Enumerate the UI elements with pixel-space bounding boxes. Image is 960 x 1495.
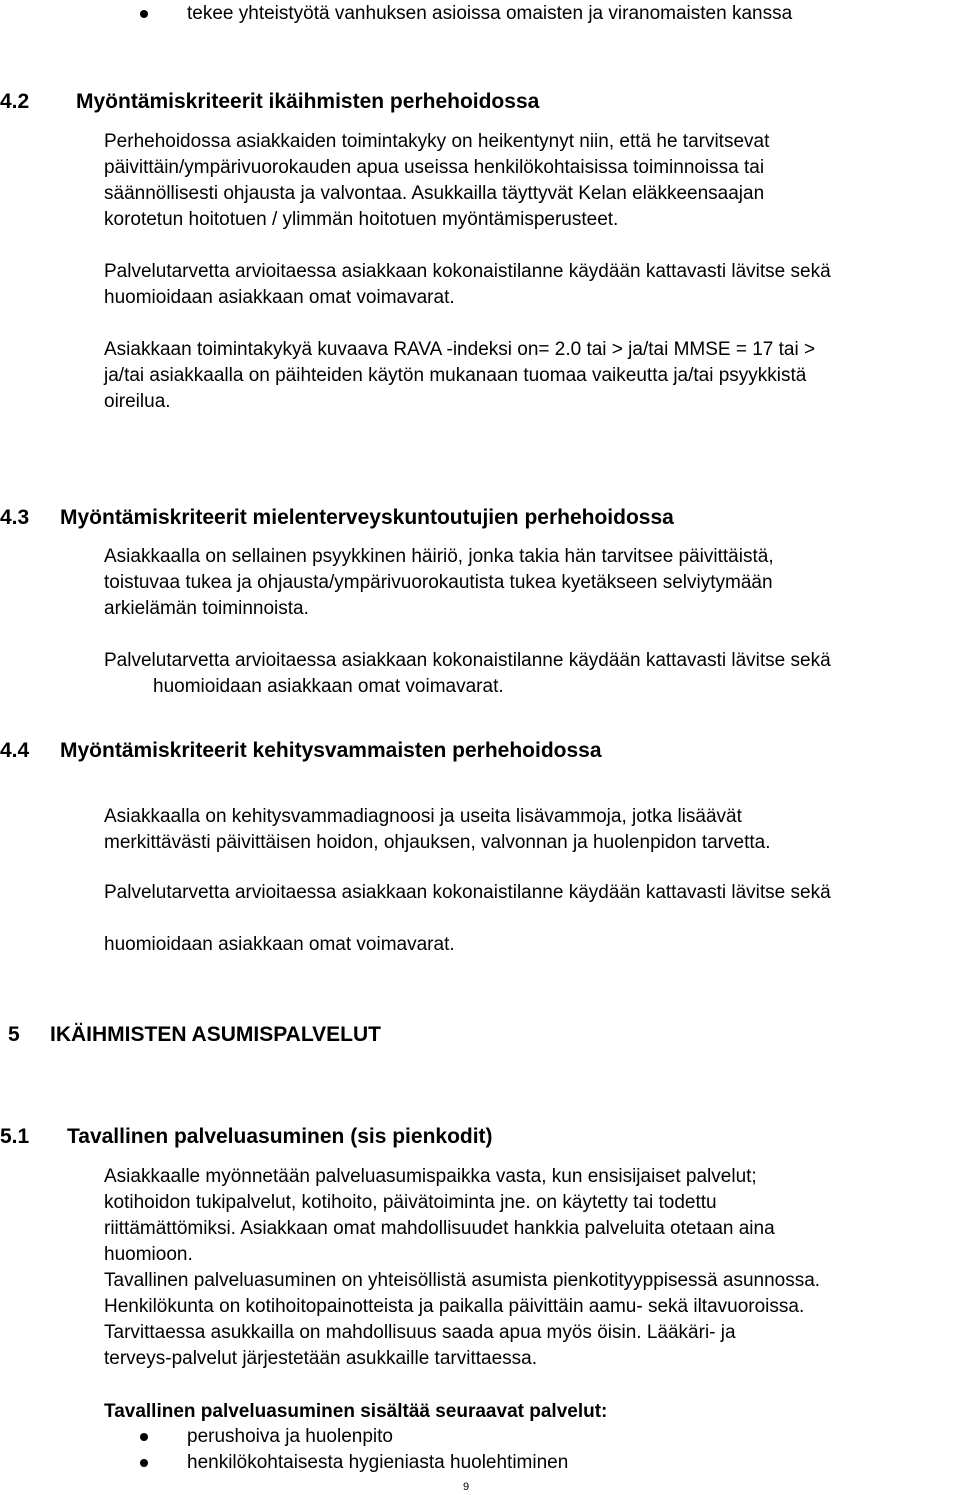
paragraph-line: Palvelutarvetta arvioitaessa asiakkaan kokonaistilanne käydään kattavasti lävitse sekä	[104, 650, 831, 671]
chapter-number: 5	[8, 1023, 20, 1046]
section-heading: Myöntämiskriteerit ikäihmisten perhehoidossa	[76, 90, 540, 113]
bullet-dot	[140, 1433, 148, 1441]
list-heading: Tavallinen palveluasuminen sisältää seuraavat palvelut:	[104, 1401, 608, 1422]
paragraph-line: säännöllisesti ohjausta ja valvontaa. Asukkailla täyttyvät Kelan eläkkeensaajan	[104, 183, 765, 204]
paragraph-line: ja/tai asiakkaalla on päihteiden käytön mukanaan tuomaa vaikeutta ja/tai psyykkistä	[104, 365, 807, 386]
paragraph-line: toistuvaa tukea ja ohjausta/ympärivuorokautista tukea kyetäkseen selviytymään	[104, 572, 773, 593]
section-number: 4.3	[0, 506, 30, 529]
list-item: perushoiva ja huolenpito	[187, 1426, 393, 1447]
paragraph-line: Tavallinen palveluasuminen on yhteisöllistä asumista pienkotityyppisessä asunnossa.	[104, 1270, 821, 1291]
paragraph-line: Palvelutarvetta arvioitaessa asiakkaan kokonaistilanne käydään kattavasti lävitse sekä	[104, 882, 831, 903]
section-number: 4.2	[0, 90, 30, 113]
paragraph-line: merkittävästi päivittäisen hoidon, ohjauksen, valvonnan ja huolenpidon tarvetta.	[104, 832, 771, 853]
paragraph-line: arkielämän toiminnoista.	[104, 598, 309, 619]
paragraph-line: huomioon.	[104, 1244, 193, 1265]
section-heading: Myöntämiskriteerit kehitysvammaisten perhehoidossa	[60, 739, 602, 762]
paragraph-line: korotetun hoitotuen / ylimmän hoitotuen myöntämisperusteet.	[104, 209, 619, 230]
section-heading: Myöntämiskriteerit mielenterveyskuntoutujien perhehoidossa	[60, 506, 674, 529]
paragraph-line: huomioidaan asiakkaan omat voimavarat.	[104, 287, 455, 308]
paragraph-line: Asiakkaalla on kehitysvammadiagnoosi ja useita lisävammoja, jotka lisäävät	[104, 806, 742, 827]
paragraph-line: oireilua.	[104, 391, 171, 412]
bullet-dot	[140, 1459, 148, 1467]
section-heading: Tavallinen palveluasuminen (sis pienkodit)	[67, 1125, 493, 1148]
paragraph-line: Perhehoidossa asiakkaiden toimintakyky on heikentynyt niin, että he tarvitsevat	[104, 131, 770, 152]
section-number: 4.4	[0, 739, 30, 762]
bullet-dot	[140, 10, 148, 18]
paragraph-line: kotihoidon tukipalvelut, kotihoito, päivätoiminta jne. on käytetty tai todettu	[104, 1192, 717, 1213]
paragraph-line: terveys-palvelut järjestetään asukkaille tarvittaessa.	[104, 1348, 537, 1369]
section-number: 5.1	[0, 1125, 30, 1148]
bullet-item: tekee yhteistyötä vanhuksen asioissa omaisten ja viranomaisten kanssa	[187, 3, 793, 24]
paragraph-line: huomioidaan asiakkaan omat voimavarat.	[153, 676, 504, 697]
paragraph-line: riittämättömiksi. Asiakkaan omat mahdollisuudet hankkia palveluita otetaan aina	[104, 1218, 775, 1239]
paragraph-line: Asiakkaalle myönnetään palveluasumispaikka vasta, kun ensisijaiset palvelut;	[104, 1166, 757, 1187]
chapter-heading: IKÄIHMISTEN ASUMISPALVELUT	[50, 1023, 381, 1046]
paragraph-line: päivittäin/ympärivuorokauden apua useissa henkilökohtaisissa toiminnoissa tai	[104, 157, 765, 178]
page-number: 9	[463, 1481, 470, 1493]
paragraph-line: Asiakkaalla on sellainen psyykkinen häiriö, jonka takia hän tarvitsee päivittäistä,	[104, 546, 774, 567]
paragraph-line: Palvelutarvetta arvioitaessa asiakkaan kokonaistilanne käydään kattavasti lävitse sekä	[104, 261, 831, 282]
paragraph-line: huomioidaan asiakkaan omat voimavarat.	[104, 934, 455, 955]
paragraph-line: Henkilökunta on kotihoitopainotteista ja paikalla päivittäin aamu- sekä iltavuoroissa.	[104, 1296, 805, 1317]
list-item: henkilökohtaisesta hygieniasta huolehtiminen	[187, 1452, 569, 1473]
paragraph-line: Asiakkaan toimintakykyä kuvaava RAVA -indeksi on= 2.0 tai > ja/tai MMSE = 17 tai >	[104, 339, 816, 360]
paragraph-line: Tarvittaessa asukkailla on mahdollisuus saada apua myös öisin. Lääkäri- ja	[104, 1322, 736, 1343]
